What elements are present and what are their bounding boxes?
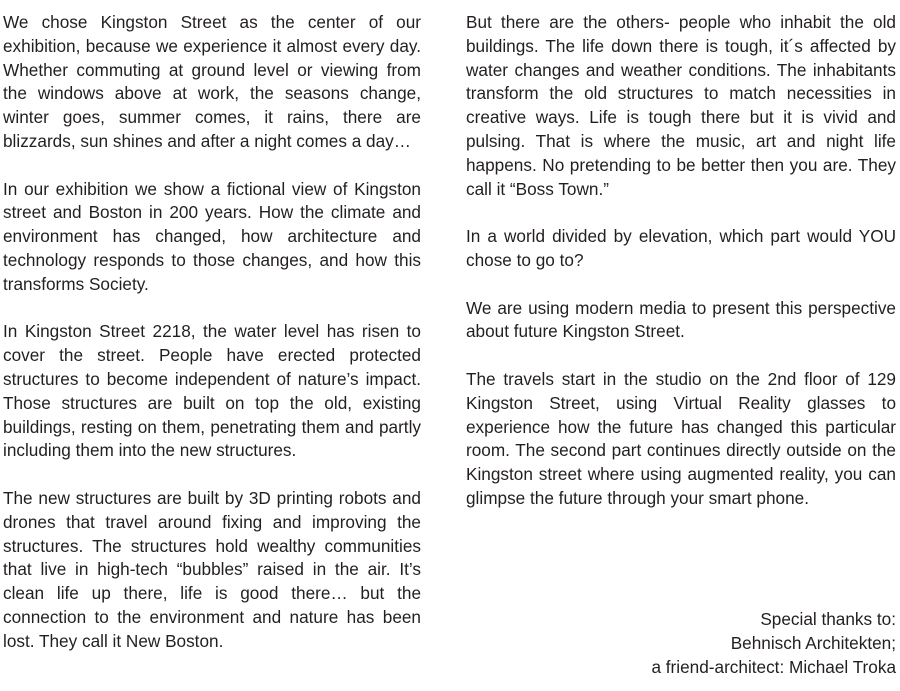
paragraph-exhibition-view: In our exhibition we show a fictional view of Kingston street and Boston in 200 years. How the climate and environment has changed, how architecture and technology responds to those changes, and how this transforms Society.: [3, 178, 421, 294]
paragraph-kingston-2218: In Kingston Street 2218, the water level has risen to cover the street. People have erected protected structures to become independent of nature’s impact. Those structures are built on top the old, existing buildings, resting on them, penetrating them and partly including them into the new structures.: [3, 321, 421, 461]
right-text-column: [466, 11, 896, 511]
paragraph-question: In a world divided by elevation, which part would YOU chose to go to?: [466, 226, 896, 270]
thanks-line-behnisch: Behnisch Architekten;: [730, 632, 896, 653]
paragraph-modern-media: We are using modern media to present this perspective about future Kingston Street.: [466, 297, 896, 342]
thanks-heading: Special thanks to:: [760, 609, 896, 629]
special-thanks-block: [466, 608, 896, 679]
paragraph-kingston-intro: We chose Kingston Street as the center of our exhibition, because we experience it almost every day. Whether commuting at ground level or viewing from the windows above at work, the seasons change, winter goes, summer comes, it rains, there are blizzards, sun shines and after a night comes a day…: [3, 12, 421, 151]
thanks-line-troka: a friend-architect: Michael Troka: [651, 656, 896, 677]
left-text-column: [3, 11, 421, 654]
paragraph-new-boston: The new structures are built by 3D printing robots and drones that travel around fixing and improving the structures. The structures hold wealthy communities that live in high-tech “bubbles” raised in the air. It’s clean life up there, life is good there… but the connection to the environment and nature has been lost. They call it New Boston.: [3, 487, 421, 651]
paragraph-boss-town: But there are the others- people who inhabit the old buildings. The life down there is tough, it´s affected by water changes and weather conditions. The inhabitants transform the old structures to match necessities in creative ways. Life is tough there but it is vivid and pulsing. That is where the music, art and night life happens. No pretending to be better then you are. They call it “Boss Town.”: [466, 12, 896, 199]
paragraph-travels: The travels start in the studio on the 2nd floor of 129 Kingston Street, using Virtual Reality glasses to experience how the future has changed this particular room. The second part continues directly outside on the Kingston street where using augmented reality, you can glimpse the future through your smart phone.: [466, 368, 896, 508]
